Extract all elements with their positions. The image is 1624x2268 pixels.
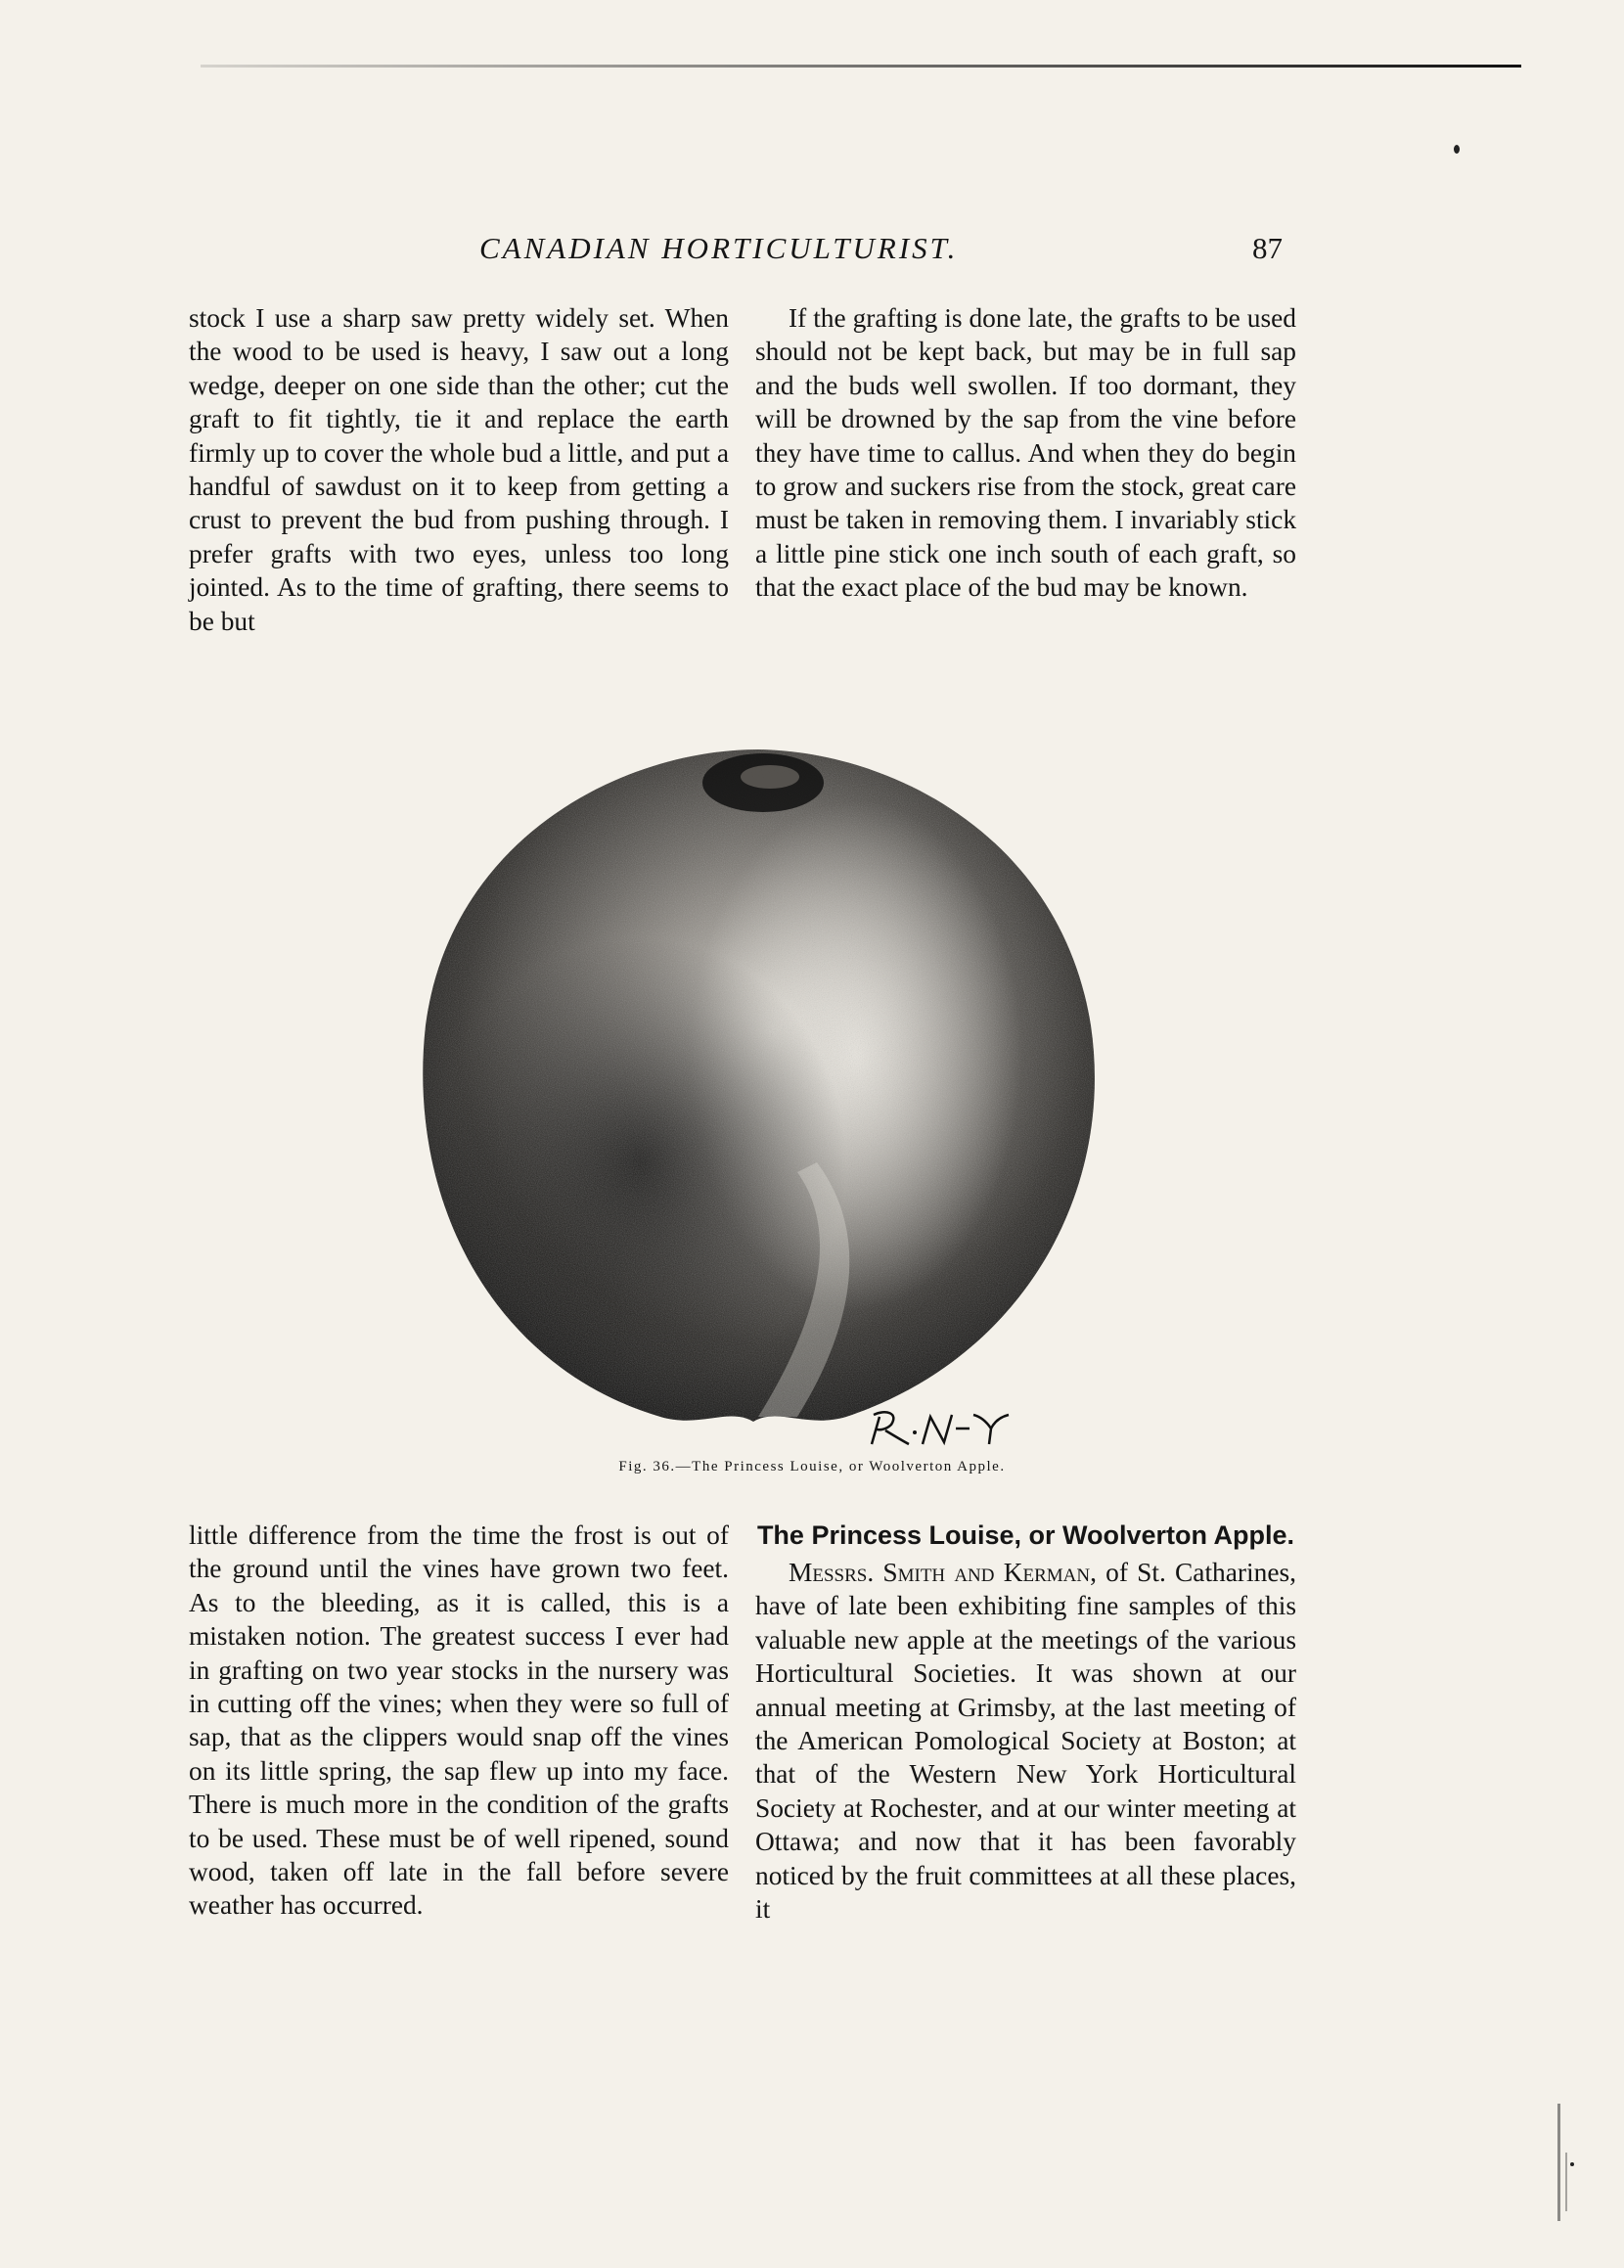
article-heading: The Princess Louise, or Woolverton Apple. [756, 1520, 1295, 1550]
running-head [186, 231, 1282, 274]
ink-speck [1454, 145, 1460, 154]
page-number: 87 [1252, 231, 1283, 265]
margin-mark [1565, 2153, 1567, 2211]
apple-illustration [386, 732, 1130, 1436]
paragraph: If the grafting is done late, the grafts to be used should not be kept back, but may be in full sap and the buds well swollen. If too dormant, they will be drowned by the sap from the vine before they have time to callus. And when they do begin to grow and suckers rise from the stock, great care must be taken in removing them. I invariably stick a little pine stick one inch south of each graft, so that the exact place of the bud may be known. [755, 303, 1297, 603]
top-rule [201, 65, 1521, 68]
ink-speck [1570, 2162, 1574, 2166]
figure-caption: Fig. 36.—The Princess Louise, or Woolverton Apple. [618, 1459, 1006, 1474]
paragraph: little difference from the time the frost is out of the ground until the vines have grown two feet. As to the bleeding, as it is called, this is a mistaken notion. The greatest success I ever had in grafting on two year stocks in the nursery was in cutting off the vines; when they were so full of sap, that as the clippers would snap off the vines on its little spring, the sap flew up into my face. There is much more in the condition of the grafts to be used. These must be of well ripened, sound wood, taken off late in the fall before severe weather has occurred. [189, 1520, 729, 1921]
artist-signature [866, 1407, 1013, 1448]
top-right-column [755, 301, 1296, 605]
top-left-column [189, 301, 729, 638]
bottom-left-column [189, 1519, 729, 1923]
paragraph: stock I use a sharp saw pretty widely set. When the wood to be used is heavy, I saw out a long wedge, deeper on one side than the other; cut the graft to fit tightly, tie it and replace the earth firmly up to cover the whole bud a little, and put a handful of sawdust on it to keep from getting a crust to prevent the bud from pushing through. I prefer grafts with two eyes, unless too long jointed. As to the time of grafting, there seems to be but [189, 303, 729, 636]
header-title: CANADIAN HORTICULTURIST. [479, 231, 959, 265]
bottom-right-column [755, 1519, 1296, 1926]
margin-mark [1557, 2104, 1560, 2221]
names-lead: Messrs. Smith and Kerman, [789, 1558, 1097, 1587]
article-body: of St. Catharines, have of late been exhibiting fine samples of this valuable new apple at the meetings of the various Horticultural Societies. It was shown at our annual meeting at Grimsby, at the last meeting of the American Pomological Society at Boston; at that of the Western New York Horticultural Society at Rochester, and at our winter meeting at Ottawa; and now that it has been favorably noticed by the fruit committees at all these places, it [755, 1558, 1296, 1925]
article-paragraph [755, 1556, 1296, 1926]
